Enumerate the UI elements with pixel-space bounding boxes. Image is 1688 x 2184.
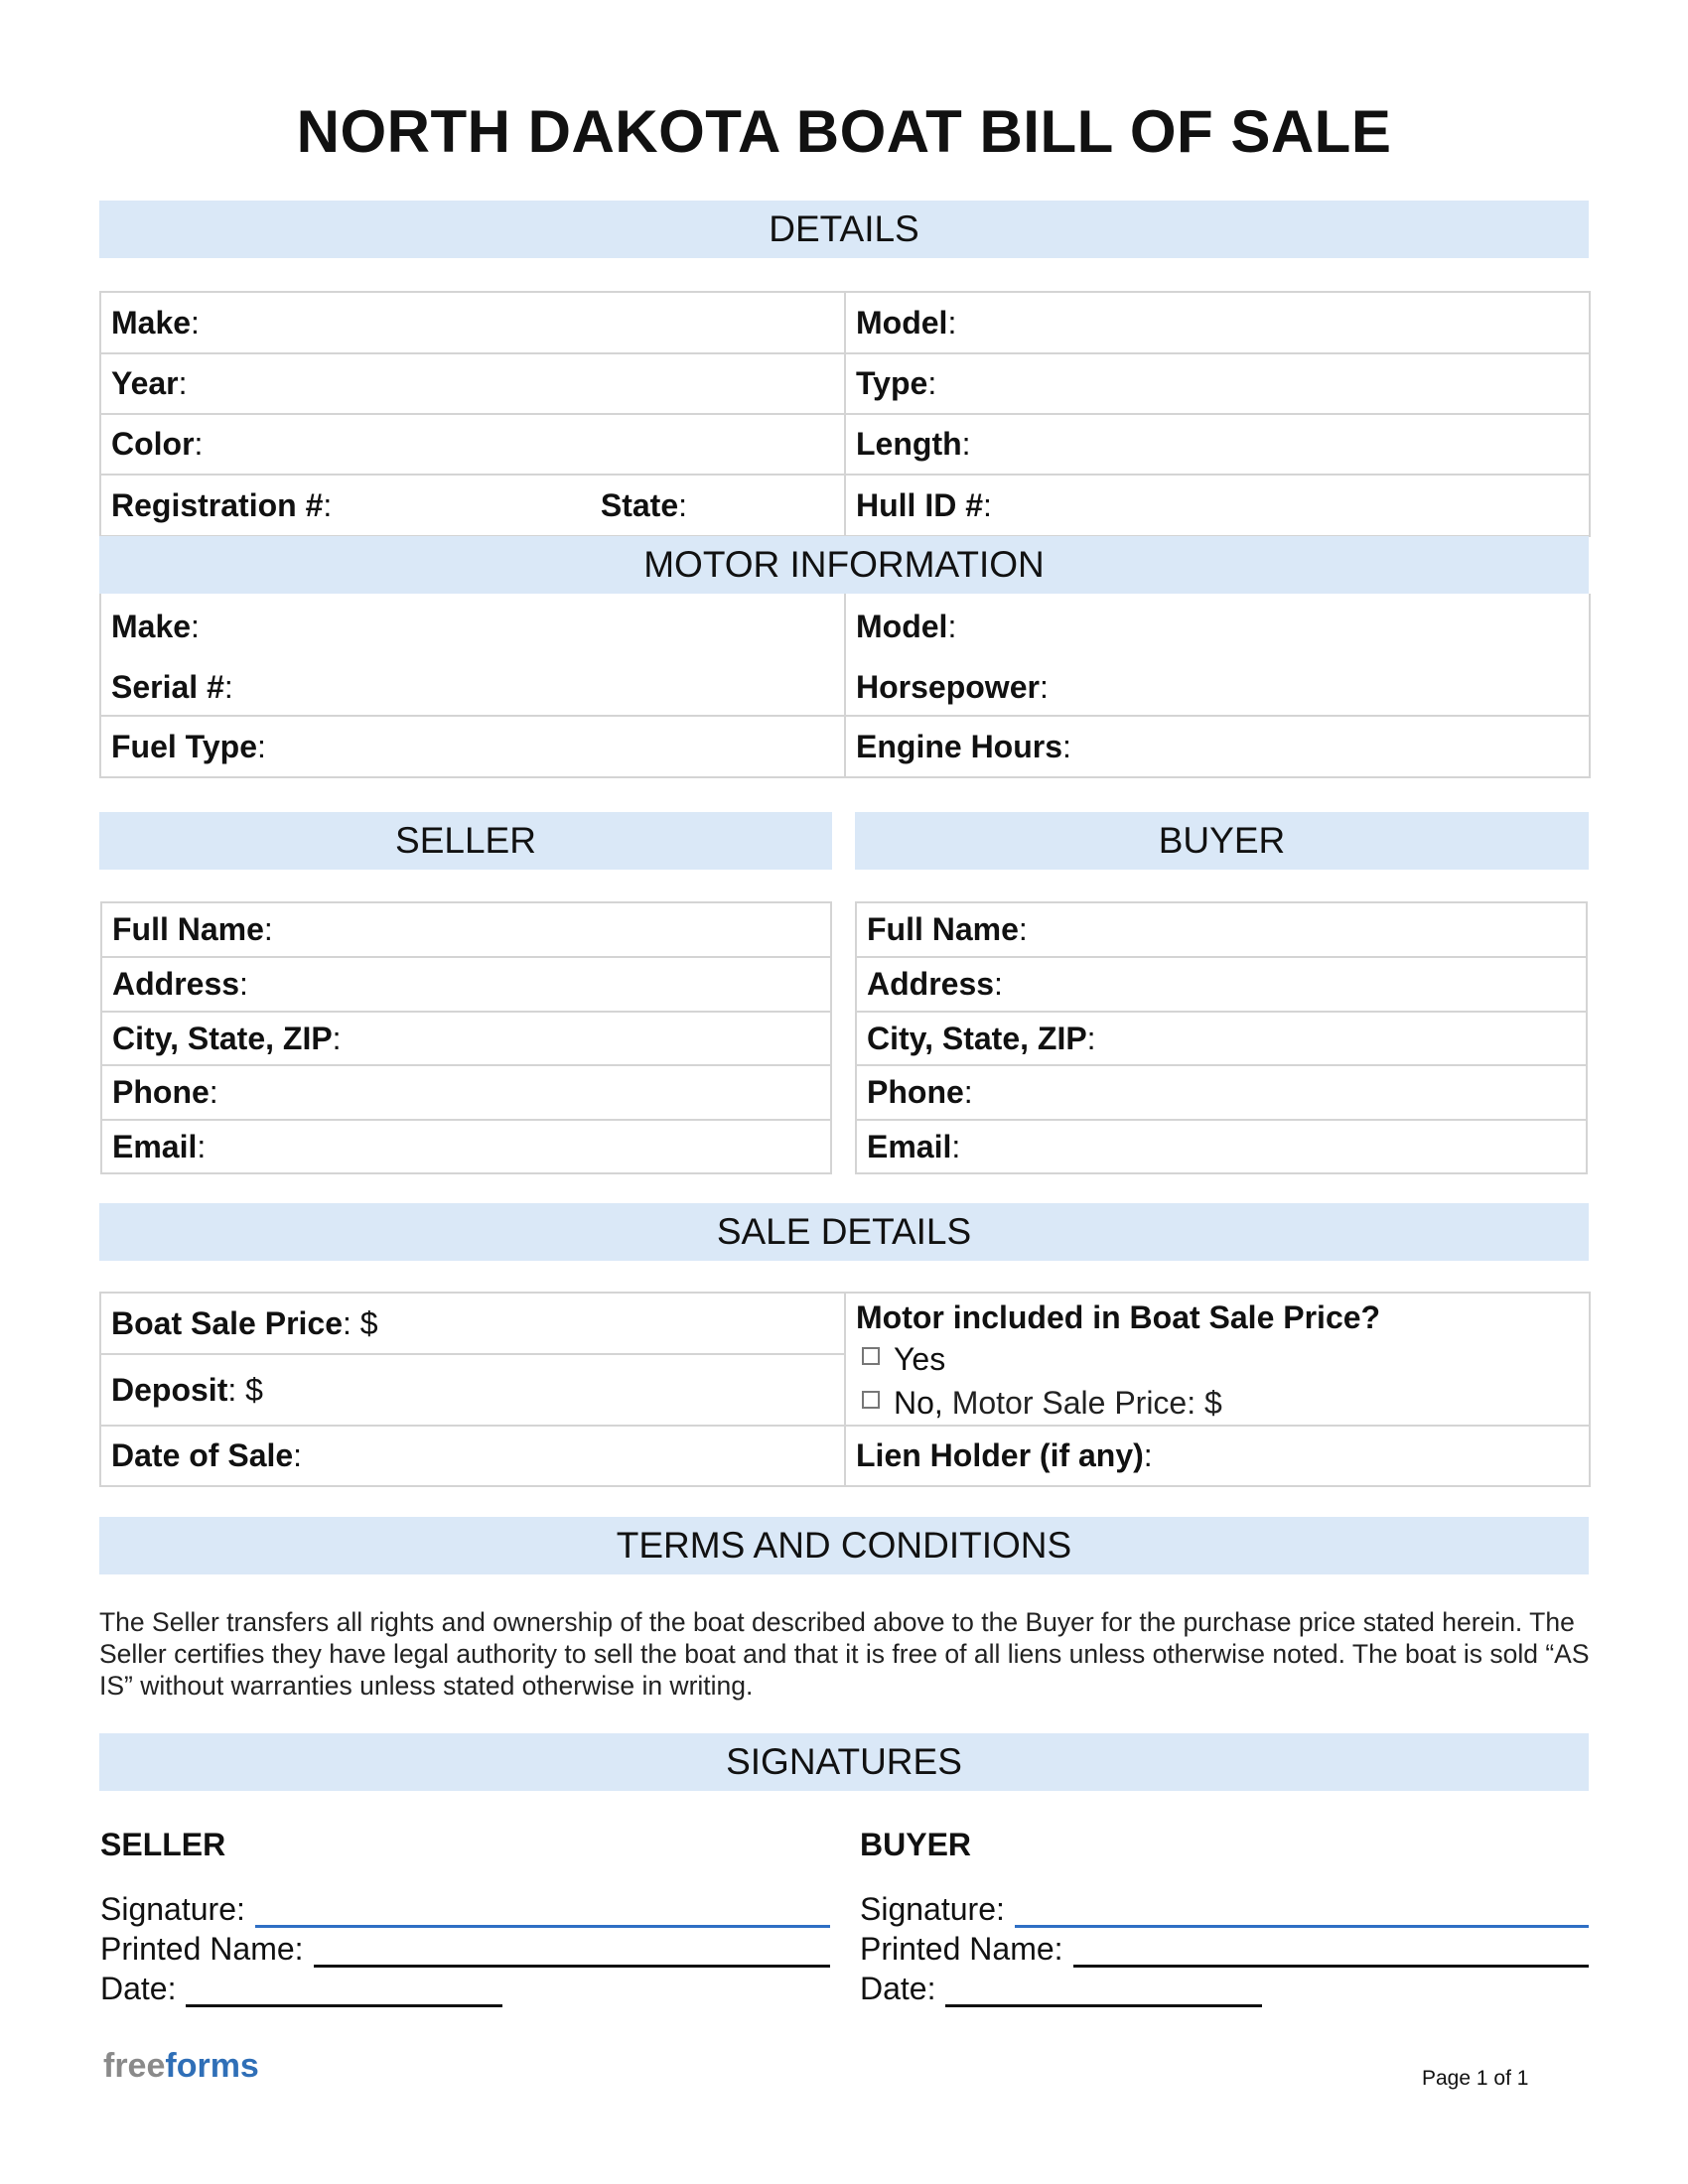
details-year-label: Year xyxy=(111,365,179,401)
details-hull-id-label: Hull ID # xyxy=(856,486,984,523)
buyer-table xyxy=(855,901,1588,1174)
section-terms-header: TERMS AND CONDITIONS xyxy=(99,1517,1589,1574)
seller-printed-name-line[interactable] xyxy=(100,1930,830,1968)
seller-full-name-field[interactable]: Full Name: xyxy=(101,902,831,957)
section-sale-header: SALE DETAILS xyxy=(99,1203,1589,1261)
seller-date-line[interactable] xyxy=(100,1970,502,2007)
seller-city-state-zip-label: City, State, ZIP xyxy=(112,1020,333,1056)
motor-fuel-type-label: Fuel Type xyxy=(111,728,257,764)
details-type-field[interactable]: Type: xyxy=(845,353,1590,414)
freeforms-logo xyxy=(103,2047,259,2086)
buyer-signature-rule[interactable] xyxy=(1015,1895,1589,1928)
details-make-field[interactable]: Make: xyxy=(100,292,845,353)
page-number: Page 1 of 1 xyxy=(1422,2067,1529,2090)
buyer-date-label: Date: xyxy=(860,1971,936,2006)
section-details-header: DETAILS xyxy=(99,201,1589,258)
boat-sale-price-field[interactable]: Boat Sale Price: $ xyxy=(100,1293,845,1354)
seller-city-state-zip-field[interactable]: City, State, ZIP: xyxy=(101,1012,831,1065)
date-of-sale-field[interactable]: Date of Sale: xyxy=(100,1426,845,1486)
buyer-full-name-label: Full Name xyxy=(867,911,1019,947)
buyer-phone-field[interactable]: Phone: xyxy=(856,1065,1587,1120)
section-signatures-header: SIGNATURES xyxy=(99,1733,1589,1791)
buyer-address-label: Address xyxy=(867,966,995,1002)
details-hull-id-field[interactable]: Hull ID #: xyxy=(845,475,1590,536)
seller-address-label: Address xyxy=(112,966,240,1002)
seller-address-field[interactable]: Address: xyxy=(101,957,831,1012)
document-title: NORTH DAKOTA BOAT BILL OF SALE xyxy=(296,98,1392,165)
motor-horsepower-field[interactable]: Horsepower: xyxy=(845,659,1590,716)
details-color-field[interactable]: Color: xyxy=(100,414,845,475)
motor-fuel-type-field[interactable]: Fuel Type: xyxy=(100,716,845,777)
section-motor-header: MOTOR INFORMATION xyxy=(99,536,1589,594)
section-buyer-header: BUYER xyxy=(855,812,1589,870)
motor-model-field[interactable]: Model: xyxy=(845,594,1590,659)
details-type-label: Type xyxy=(856,365,928,401)
signature-seller-heading: SELLER xyxy=(100,1827,226,1862)
boat-sale-price-currency: $ xyxy=(359,1304,378,1341)
motor-make-field[interactable]: Make: xyxy=(100,594,845,659)
terms-paragraph: The Seller transfers all rights and ownership of the boat described above to the Buyer for the purchase price stated herein. The Seller certifies they have legal authority to sell the boat and that it is free of all liens unless otherwise noted. The boat is sold “AS IS” without warranties unless stated otherwise in writing. xyxy=(99,1607,1590,1701)
buyer-city-state-zip-label: City, State, ZIP xyxy=(867,1020,1087,1056)
no-checkbox[interactable] xyxy=(862,1391,880,1409)
details-registration-field[interactable]: Registration #: State: xyxy=(100,475,845,536)
motor-serial-field[interactable]: Serial #: xyxy=(100,659,845,716)
lien-holder-field[interactable]: Lien Holder (if any): xyxy=(845,1426,1590,1486)
motor-included-question: Motor included in Boat Sale Price? xyxy=(856,1299,1381,1335)
buyer-date-rule[interactable] xyxy=(945,1975,1262,2007)
seller-date-rule[interactable] xyxy=(186,1975,502,2007)
details-model-field[interactable]: Model: xyxy=(845,292,1590,353)
details-state-label: State xyxy=(600,486,679,523)
lien-holder-label: Lien Holder (if any) xyxy=(856,1437,1144,1473)
buyer-signature-line[interactable] xyxy=(860,1890,1589,1928)
signature-buyer-heading: BUYER xyxy=(860,1827,972,1862)
details-table xyxy=(99,291,1591,537)
details-year-field[interactable]: Year: xyxy=(100,353,845,414)
motor-included-no-option[interactable] xyxy=(856,1381,1589,1425)
seller-signature-line[interactable] xyxy=(100,1890,830,1928)
seller-full-name-label: Full Name xyxy=(112,911,264,947)
seller-phone-field[interactable]: Phone: xyxy=(101,1065,831,1120)
buyer-phone-label: Phone xyxy=(867,1074,964,1110)
buyer-email-label: Email xyxy=(867,1128,952,1164)
buyer-signature-label: Signature: xyxy=(860,1891,1005,1927)
details-model-label: Model xyxy=(856,304,948,341)
buyer-full-name-field[interactable]: Full Name: xyxy=(856,902,1587,957)
yes-label: Yes xyxy=(894,1341,946,1377)
motor-model-label: Model xyxy=(856,608,948,644)
motor-included-yes-option[interactable] xyxy=(856,1337,1589,1381)
seller-email-field[interactable]: Email: xyxy=(101,1120,831,1173)
boat-sale-price-label: Boat Sale Price xyxy=(111,1304,343,1341)
motor-engine-hours-field[interactable]: Engine Hours: xyxy=(845,716,1590,777)
motor-sale-price-label: Motor Sale Price: $ xyxy=(951,1385,1222,1421)
section-seller-header: SELLER xyxy=(99,812,832,870)
logo-free-text: free xyxy=(103,2047,166,2085)
seller-email-label: Email xyxy=(112,1128,198,1164)
seller-phone-label: Phone xyxy=(112,1074,210,1110)
details-color-label: Color xyxy=(111,426,195,462)
seller-date-label: Date: xyxy=(100,1971,177,2006)
buyer-printed-name-rule[interactable] xyxy=(1073,1935,1589,1968)
details-length-label: Length xyxy=(856,426,962,462)
buyer-email-field[interactable]: Email: xyxy=(856,1120,1587,1173)
details-state-field[interactable]: State: xyxy=(600,486,687,523)
seller-printed-name-label: Printed Name: xyxy=(100,1931,304,1967)
buyer-printed-name-line[interactable] xyxy=(860,1930,1589,1968)
motor-horsepower-label: Horsepower xyxy=(856,668,1040,705)
deposit-currency: $ xyxy=(245,1371,263,1408)
details-make-label: Make xyxy=(111,304,192,341)
logo-forms-text: forms xyxy=(165,2047,259,2085)
no-label: No, xyxy=(894,1385,943,1421)
seller-signature-label: Signature: xyxy=(100,1891,245,1927)
details-registration-label: Registration # xyxy=(111,486,324,523)
buyer-date-line[interactable] xyxy=(860,1970,1262,2007)
motor-table xyxy=(99,594,1591,778)
motor-included-field xyxy=(845,1293,1590,1426)
details-length-field[interactable]: Length: xyxy=(845,414,1590,475)
seller-signature-rule[interactable] xyxy=(255,1895,830,1928)
seller-printed-name-rule[interactable] xyxy=(314,1935,830,1968)
buyer-printed-name-label: Printed Name: xyxy=(860,1931,1063,1967)
buyer-city-state-zip-field[interactable]: City, State, ZIP: xyxy=(856,1012,1587,1065)
sale-table xyxy=(99,1292,1591,1487)
buyer-address-field[interactable]: Address: xyxy=(856,957,1587,1012)
deposit-label: Deposit xyxy=(111,1371,228,1408)
deposit-field[interactable]: Deposit: $ xyxy=(100,1354,845,1426)
motor-make-label: Make xyxy=(111,608,192,644)
date-of-sale-label: Date of Sale xyxy=(111,1437,294,1473)
motor-serial-label: Serial # xyxy=(111,668,224,705)
yes-checkbox[interactable] xyxy=(862,1347,880,1365)
seller-table xyxy=(100,901,832,1174)
motor-engine-hours-label: Engine Hours xyxy=(856,728,1063,764)
